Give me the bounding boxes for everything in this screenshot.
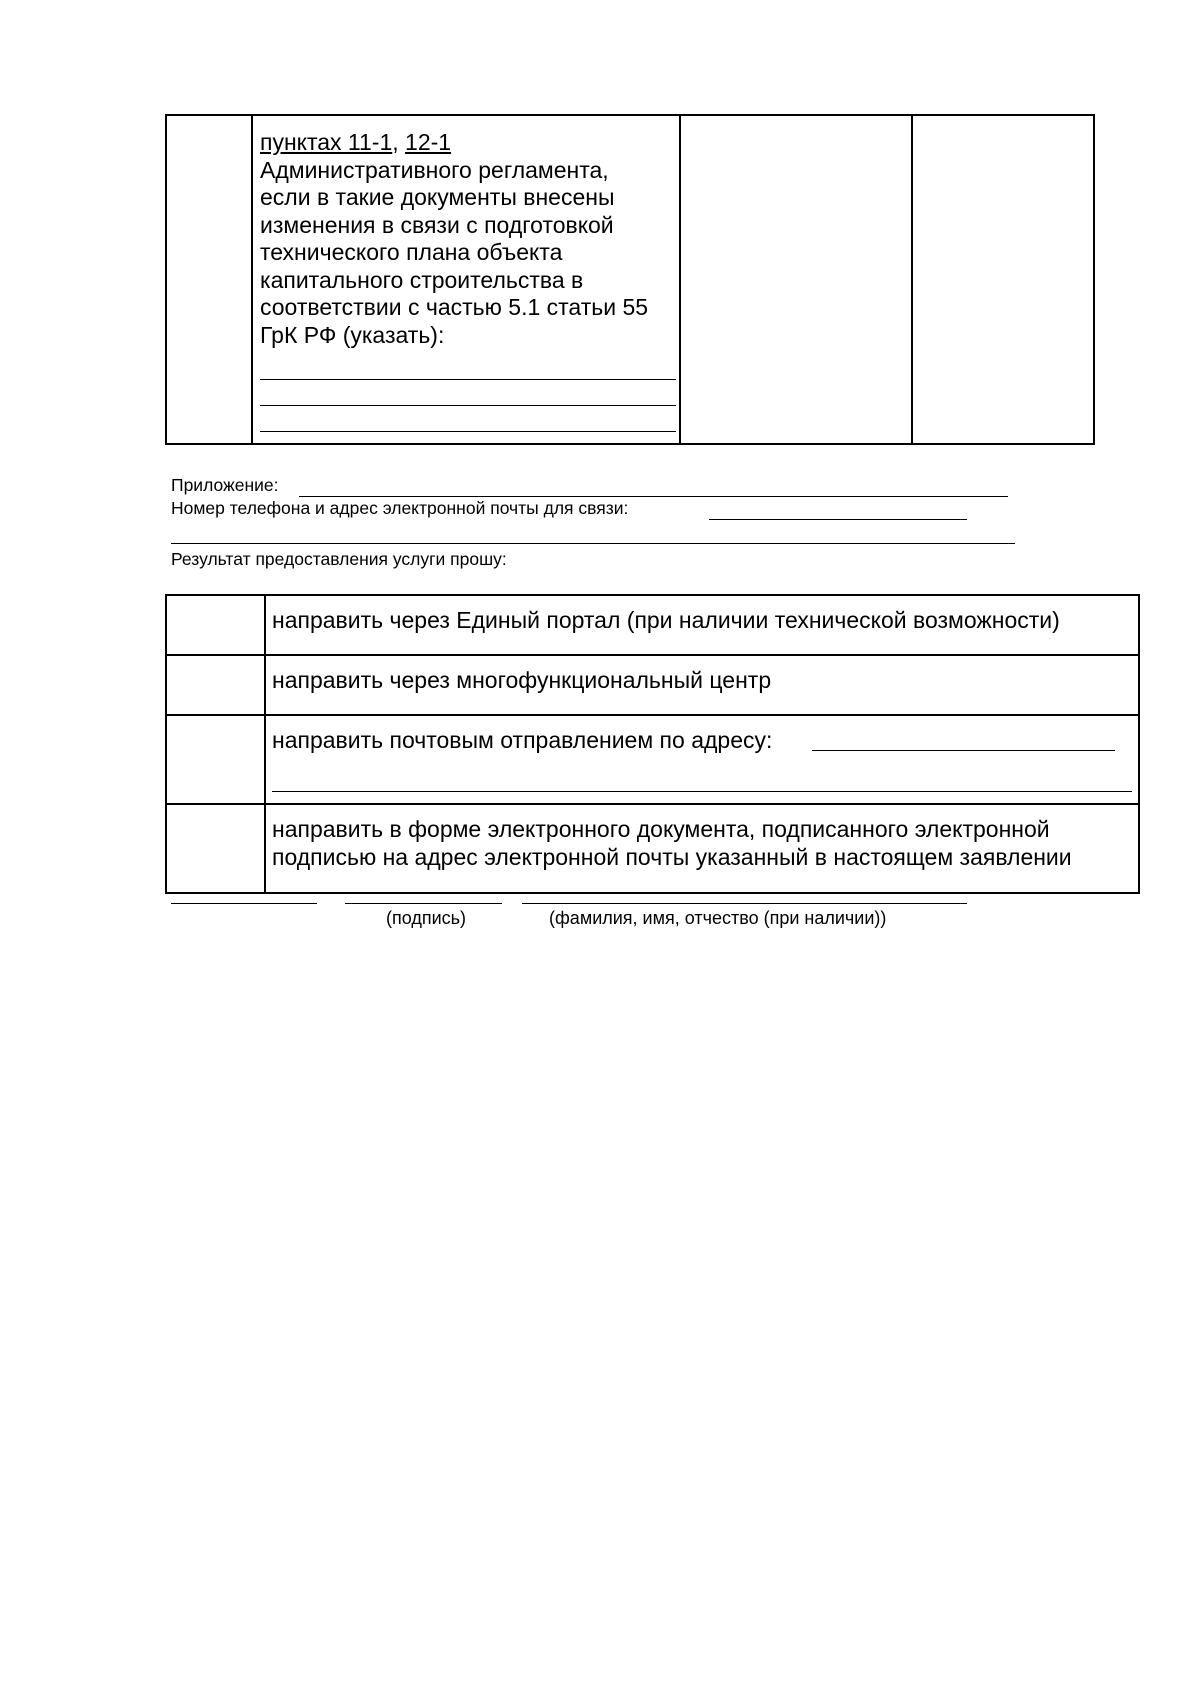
delivery-options-table bbox=[165, 594, 1140, 894]
fill-in-line[interactable] bbox=[260, 380, 676, 406]
table-row bbox=[166, 715, 1139, 804]
option-checkbox-post[interactable] bbox=[166, 715, 265, 804]
signature-caption: (подпись) bbox=[386, 908, 467, 928]
description-line: изменения в связи с подготовкой bbox=[260, 211, 614, 238]
contact-continuation-line[interactable] bbox=[171, 543, 1015, 544]
document-description bbox=[253, 116, 679, 349]
description-line: технического плана объекта bbox=[260, 239, 563, 265]
description-line: соответствии с частью 5.1 статьи 55 bbox=[260, 294, 649, 320]
date-line[interactable] bbox=[171, 903, 317, 904]
requirements-table bbox=[165, 114, 1095, 445]
option-email-cell bbox=[265, 804, 1139, 893]
option-checkbox-email[interactable] bbox=[166, 804, 265, 893]
separator: , bbox=[392, 129, 406, 155]
fill-in-line[interactable] bbox=[260, 406, 676, 432]
address-field-line-2[interactable] bbox=[272, 791, 1132, 792]
option-label-portal: направить через Единый портал (при наличии технической возможности) bbox=[265, 595, 1139, 655]
description-line: Административного регламента, bbox=[260, 156, 609, 183]
empty-cell bbox=[680, 115, 912, 444]
table-row bbox=[166, 804, 1139, 893]
full-name-line[interactable] bbox=[522, 903, 967, 904]
description-line: ГрК РФ (указать): bbox=[260, 321, 445, 348]
attachment-label: Приложение: bbox=[171, 475, 279, 495]
signature-line[interactable] bbox=[345, 903, 502, 904]
clause-link-12-1[interactable]: 12-1 bbox=[405, 129, 452, 155]
table-row bbox=[166, 115, 1094, 444]
table-row bbox=[166, 655, 1139, 715]
option-label-email-line-2: подписью на адрес электронной почты указанный в настоящем заявлении bbox=[272, 844, 1072, 870]
description-line: если в такие документы внесены bbox=[260, 184, 615, 210]
option-label-post: направить почтовым отправлением по адресу: bbox=[272, 727, 773, 753]
result-label: Результат предоставления услуги прошу: bbox=[171, 549, 507, 569]
document-description-cell bbox=[252, 115, 680, 444]
table-row bbox=[166, 595, 1139, 655]
option-checkbox-portal[interactable] bbox=[166, 595, 265, 655]
address-field-line[interactable] bbox=[812, 750, 1115, 751]
contact-field-line[interactable] bbox=[709, 519, 967, 520]
contact-label: Номер телефона и адрес электронной почты для связи: bbox=[171, 498, 629, 518]
fill-in-line[interactable] bbox=[260, 349, 676, 380]
empty-cell bbox=[912, 115, 1094, 444]
description-line: капитального строительства в bbox=[260, 266, 584, 293]
option-label-mfc: направить через многофункциональный центр bbox=[265, 655, 1139, 715]
clause-link-11-1[interactable]: пунктах 11-1 bbox=[260, 129, 393, 155]
option-checkbox-mfc[interactable] bbox=[166, 655, 265, 715]
number-cell bbox=[166, 115, 252, 444]
full-name-caption: (фамилия, имя, отчество (при наличии)) bbox=[549, 908, 887, 928]
option-post-cell bbox=[265, 715, 1139, 804]
option-label-email-line-1: направить в форме электронного документа, подписанного электронной bbox=[272, 816, 1050, 842]
